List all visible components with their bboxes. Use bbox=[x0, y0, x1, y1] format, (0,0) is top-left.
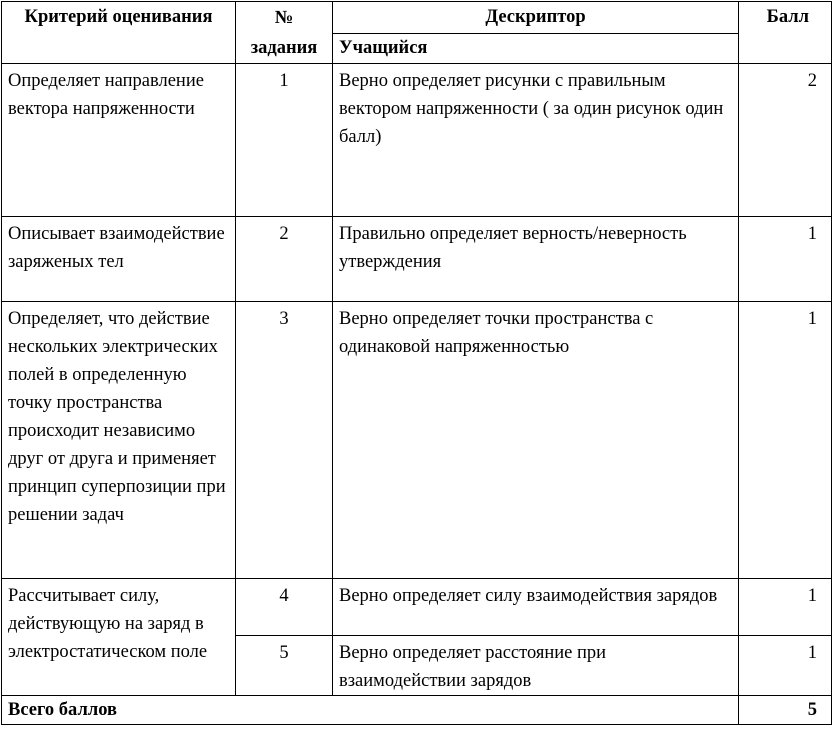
table-row bbox=[2, 217, 832, 302]
points-value: 2 bbox=[807, 71, 817, 91]
header-student-label: Учащийся bbox=[339, 37, 428, 58]
points-value: 1 bbox=[807, 586, 817, 606]
task-number-cell bbox=[236, 579, 333, 636]
descriptor-text: Верно определяет рисунки с правильным вектором напряженности ( за один рисунок один балл) bbox=[339, 71, 724, 147]
descriptor-text: Верно определяет силу взаимодействия зарядов bbox=[339, 586, 718, 606]
criterion-text: Описывает взаимодействие заряженых тел bbox=[8, 224, 225, 272]
descriptor-cell bbox=[333, 217, 739, 302]
criterion-cell bbox=[2, 217, 236, 302]
task-number: 4 bbox=[279, 586, 289, 606]
header-points bbox=[739, 2, 832, 64]
header-descriptor-label: Дескриптор bbox=[485, 7, 586, 27]
points-cell bbox=[739, 217, 832, 302]
table-row bbox=[2, 302, 832, 579]
descriptor-cell bbox=[333, 636, 739, 696]
points-cell bbox=[739, 579, 832, 636]
descriptor-text: Верно определяет точки пространства с одинаковой напряженностью bbox=[339, 309, 654, 357]
total-points-cell bbox=[739, 696, 832, 725]
descriptor-text: Правильно определяет верность/неверность утверждения bbox=[339, 224, 687, 272]
criterion-cell bbox=[2, 64, 236, 217]
points-cell bbox=[739, 302, 832, 579]
task-number-cell bbox=[236, 64, 333, 217]
header-criterion bbox=[2, 2, 236, 64]
header-row bbox=[2, 2, 832, 34]
points-cell bbox=[739, 636, 832, 696]
assessment-rubric-table bbox=[1, 1, 832, 725]
criterion-cell bbox=[2, 302, 236, 579]
task-number-cell bbox=[236, 636, 333, 696]
task-number-cell bbox=[236, 217, 333, 302]
header-descriptor bbox=[333, 2, 739, 34]
header-task-number bbox=[236, 2, 333, 64]
total-label: Всего баллов bbox=[8, 700, 118, 720]
criterion-cell bbox=[2, 579, 236, 696]
points-value: 1 bbox=[807, 309, 817, 329]
header-task-number-symbol: № bbox=[274, 8, 294, 28]
task-number: 3 bbox=[279, 309, 289, 329]
points-value: 1 bbox=[807, 224, 817, 244]
task-number: 2 bbox=[279, 224, 289, 244]
table-row bbox=[2, 579, 832, 636]
descriptor-text: Верно определяет расстояние при взаимодействии зарядов bbox=[339, 643, 607, 691]
header-criterion-label: Критерий оценивания bbox=[24, 7, 213, 27]
task-number-cell bbox=[236, 302, 333, 579]
total-label-cell bbox=[2, 696, 739, 725]
points-cell bbox=[739, 64, 832, 217]
points-value: 1 bbox=[807, 643, 817, 663]
header-task-number-label: задания bbox=[250, 38, 318, 58]
criterion-text: Определяет направление вектора напряженности bbox=[8, 71, 204, 119]
descriptor-cell bbox=[333, 579, 739, 636]
header-student bbox=[333, 33, 739, 63]
total-points: 5 bbox=[807, 700, 817, 720]
total-row bbox=[2, 696, 832, 725]
task-number: 5 bbox=[279, 643, 289, 663]
descriptor-cell bbox=[333, 64, 739, 217]
table-row bbox=[2, 64, 832, 217]
descriptor-cell bbox=[333, 302, 739, 579]
task-number: 1 bbox=[279, 71, 289, 91]
criterion-text: Определяет, что действие нескольких электрических полей в определенную точку пространства происходит независимо друг от друга и применяет принцип суперпозиции при решении задач bbox=[8, 309, 226, 525]
header-points-label: Балл bbox=[766, 7, 809, 27]
criterion-text: Рассчитывает силу, действующую на заряд в электростатическом поле bbox=[8, 586, 208, 662]
